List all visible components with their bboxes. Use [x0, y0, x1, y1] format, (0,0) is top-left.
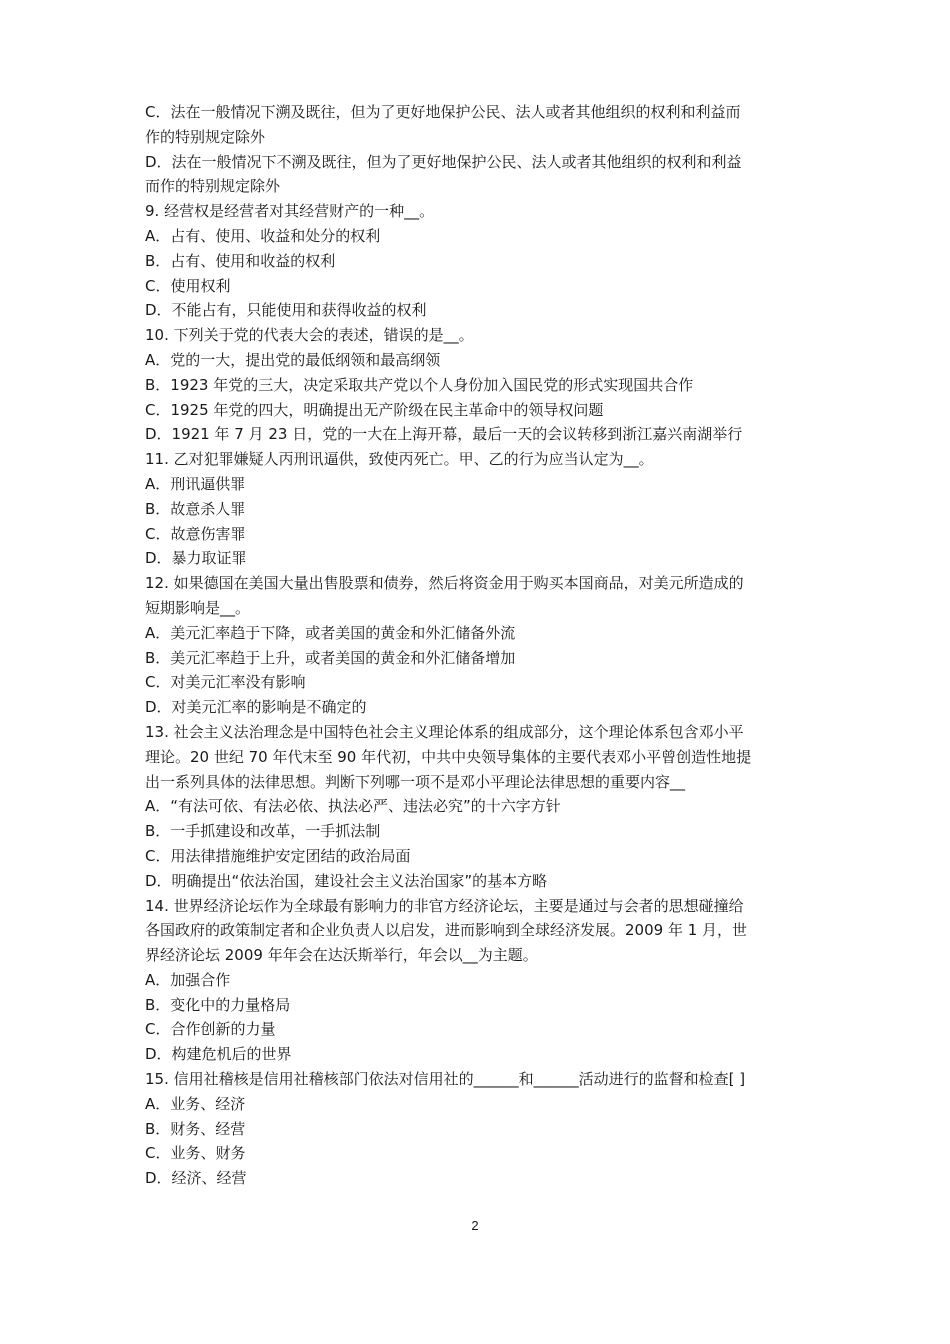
question-13-cont: 出一系列具体的法律思想。判断下列哪一项不是邓小平理论法律思想的重要内容__ — [145, 772, 686, 791]
option-b: B．1923 年党的三大，决定采取共产党以个人身份加入国民党的形式实现国共合作 — [145, 375, 694, 394]
question-13-cont: 理论。20 世纪 70 年代末至 90 年代初，中共中央领导集体的主要代表邓小平曾创造性地提 — [145, 747, 752, 766]
option-c: C．对美元汇率没有影响 — [145, 673, 306, 692]
option-c: C．业务、财务 — [145, 1144, 246, 1163]
option-a: A．刑讯逼供罪 — [145, 474, 246, 493]
option-d: D．对美元汇率的影响是不确定的 — [145, 698, 367, 717]
option-d: D．1921 年 7 月 23 日，党的一大在上海开幕，最后一天的会议转移到浙江嘉兴南湖举行 — [145, 425, 743, 444]
text-line: 而作的特别规定除外 — [145, 177, 281, 196]
option-d: D．暴力取证罪 — [145, 549, 247, 568]
option-b: B．美元汇率趋于上升，或者美国的黄金和外汇储备增加 — [145, 648, 516, 667]
option-b: B．一手抓建设和改革，一手抓法制 — [145, 822, 381, 841]
question-14: 14. 世界经济论坛作为全球最有影响力的非官方经济论坛，主要是通过与会者的思想碰撞给 — [145, 896, 744, 915]
option-c: C．合作创新的力量 — [145, 1020, 276, 1039]
option-a: A．业务、经济 — [145, 1094, 246, 1113]
option-a: A．占有、使用、收益和处分的权利 — [145, 226, 381, 245]
option-b: B．财务、经营 — [145, 1119, 246, 1138]
option-b: B．占有、使用和收益的权利 — [145, 251, 336, 270]
option-d: D．明确提出“依法治国，建设社会主义法治国家”的基本方略 — [145, 871, 548, 890]
option-a: A．党的一大，提出党的最低纲领和最高纲领 — [145, 350, 441, 369]
option-c: C．使用权利 — [145, 276, 231, 295]
question-9: 9. 经营权是经营者对其经营财产的一种__。 — [145, 202, 435, 221]
question-14-cont: 界经济论坛 2009 年年会在达沃斯举行，年会以__为主题。 — [145, 946, 538, 965]
option-c: C．用法律措施维护安定团结的政治局面 — [145, 846, 411, 865]
option-d: D．构建危机后的世界 — [145, 1045, 292, 1064]
question-12: 12. 如果德国在美国大量出售股票和债券，然后将资金用于购买本国商品，对美元所造成的 — [145, 574, 744, 593]
question-13: 13. 社会主义法治理念是中国特色社会主义理论体系的组成部分，这个理论体系包含邓小平 — [145, 722, 744, 741]
question-11: 11. 乙对犯罪嫌疑人丙刑讯逼供，致使丙死亡。甲、乙的行为应当认定为__。 — [145, 450, 654, 469]
option-a: A．美元汇率趋于下降，或者美国的黄金和外汇储备外流 — [145, 623, 516, 642]
document-body — [145, 100, 817, 1191]
option-b: B．变化中的力量格局 — [145, 995, 291, 1014]
text-line: C．法在一般情况下溯及既往，但为了更好地保护公民、法人或者其他组织的权利和利益而 — [145, 103, 741, 121]
page-number: 2 — [471, 1218, 479, 1233]
option-b: B．故意杀人罪 — [145, 499, 246, 518]
option-a: A．“有法可依、有法必依、执法必严、违法必究”的十六字方针 — [145, 797, 561, 816]
option-c: C．故意伤害罪 — [145, 524, 246, 543]
question-15: 15. 信用社稽核是信用社稽核部门依法对信用社的______和______活动进行的监督和检查[ ] — [145, 1070, 746, 1089]
question-12-cont: 短期影响是__。 — [145, 598, 251, 617]
option-d: D．不能占有，只能使用和获得收益的权利 — [145, 301, 427, 320]
option-d: D．经济、经营 — [145, 1169, 247, 1188]
option-a: A．加强合作 — [145, 970, 231, 989]
question-10: 10. 下列关于党的代表大会的表述，错误的是__。 — [145, 326, 474, 345]
question-14-cont: 各国政府的政策制定者和企业负责人以启发，进而影响到全球经济发展。2009 年 1 月，世 — [145, 921, 748, 940]
text-line: D．法在一般情况下不溯及既往，但为了更好地保护公民、法人或者其他组织的权利和利益 — [145, 152, 742, 171]
text-line: 作的特别规定除外 — [145, 127, 266, 146]
option-c: C．1925 年党的四大，明确提出无产阶级在民主革命中的领导权问题 — [145, 400, 604, 419]
